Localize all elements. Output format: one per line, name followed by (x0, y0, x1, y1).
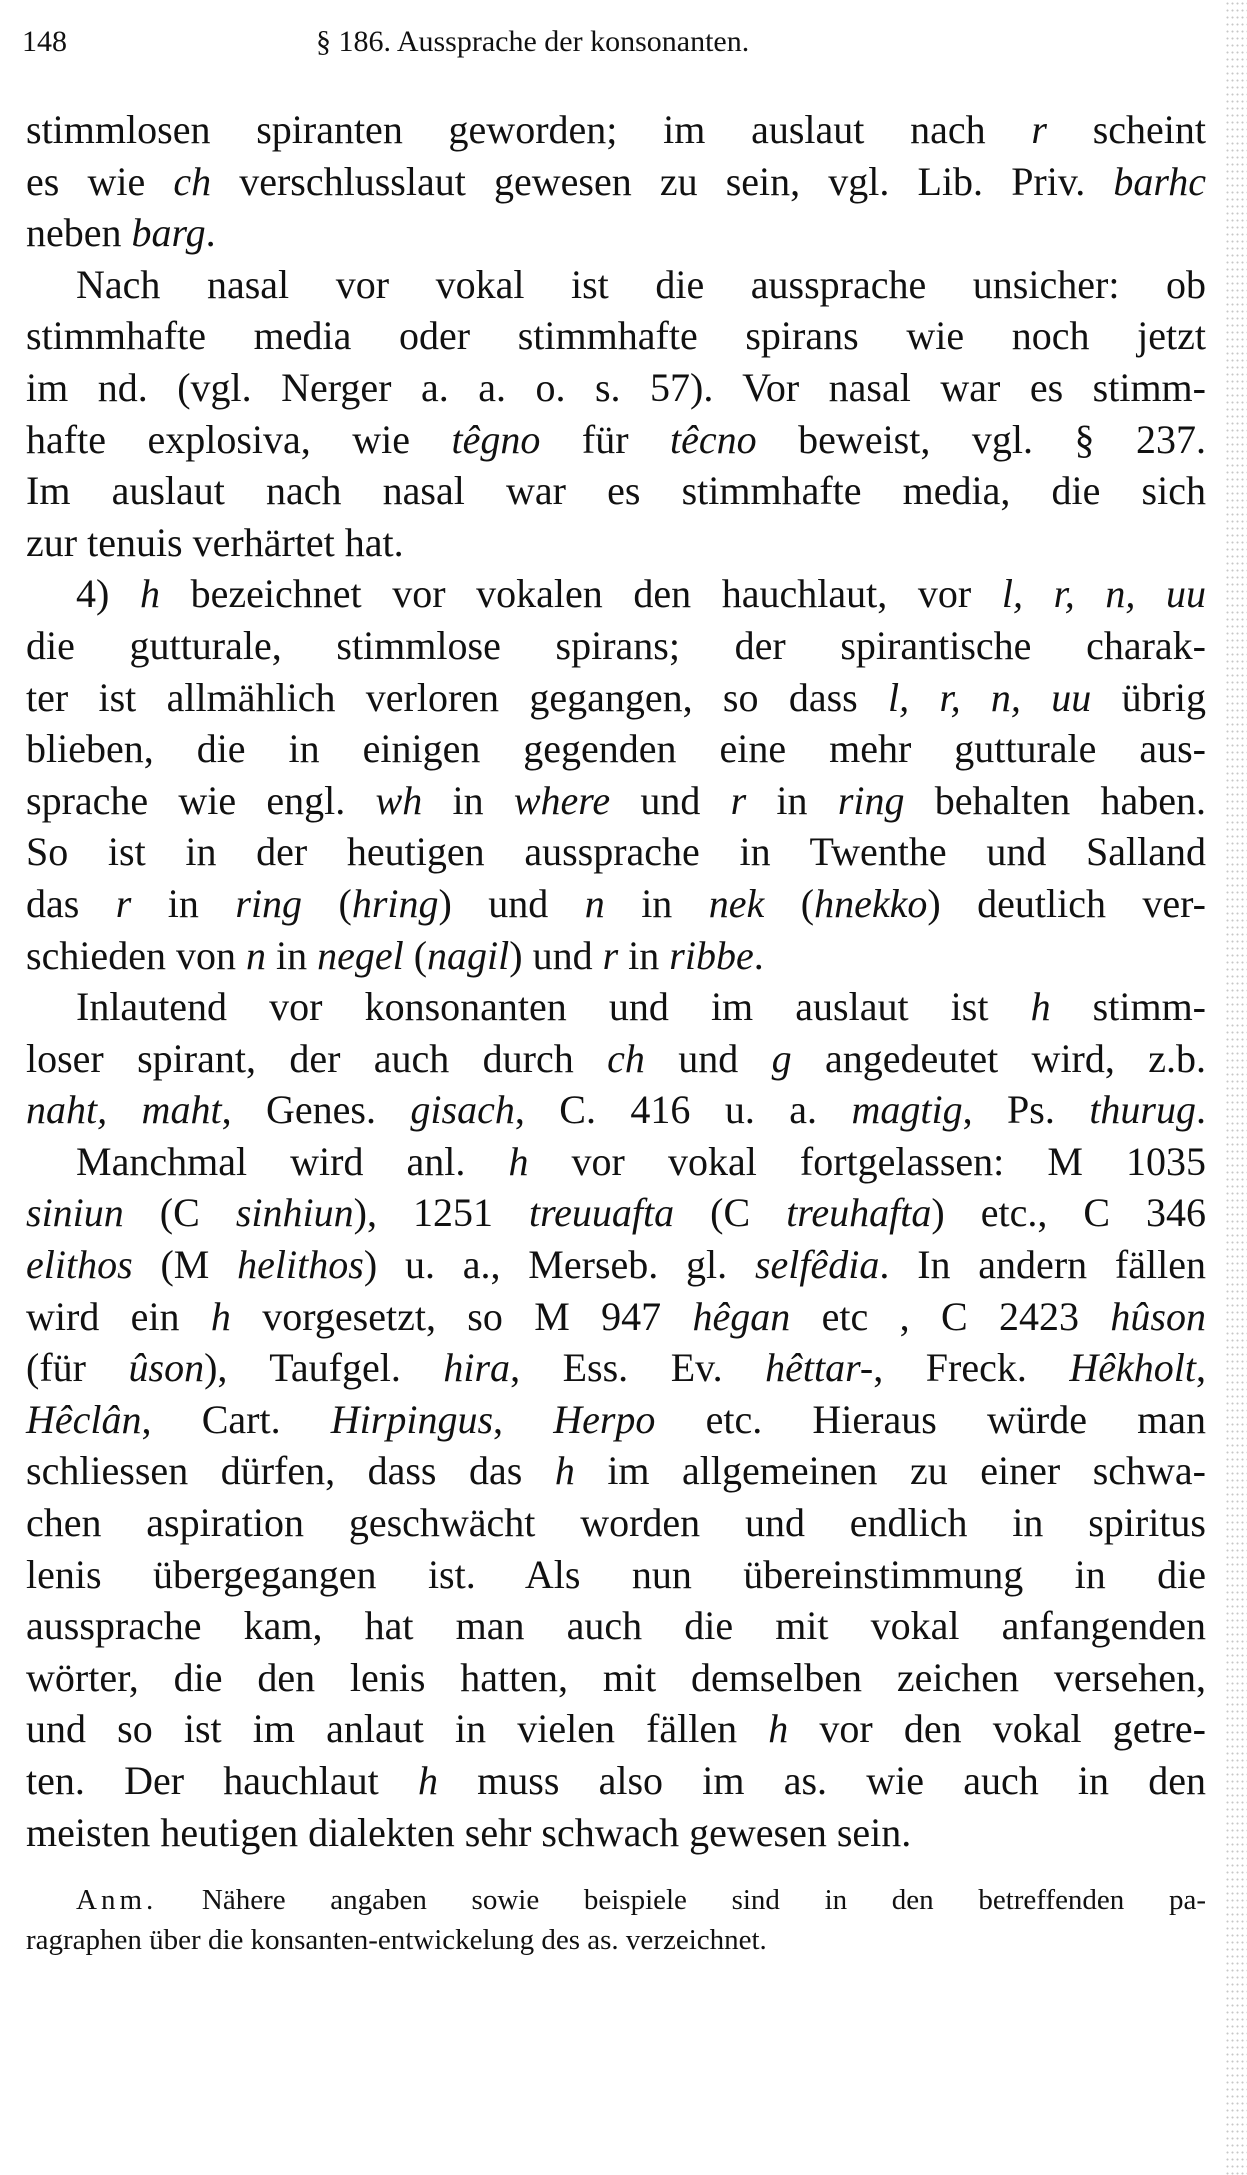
text-run: für (540, 416, 671, 462)
italic-term: h (554, 1448, 575, 1494)
italic-term: hûson (1110, 1293, 1206, 1339)
text-run: vor den vokal getre- (788, 1706, 1206, 1752)
text-run: ( (302, 880, 352, 926)
italic-term: gisach (410, 1087, 515, 1133)
text-run: Manchmal wird anl. (76, 1138, 509, 1184)
text-line (26, 1807, 1206, 1859)
text-line (26, 517, 1206, 569)
text-line (26, 1033, 1206, 1085)
text-run: im nd. (vgl. Nerger a. a. o. s. 57). Vor nasal war es stimm- (26, 364, 1206, 410)
text-run: etc , C 2423 (790, 1293, 1111, 1339)
italic-term: ch (173, 158, 212, 204)
text-run: (M (132, 1242, 238, 1288)
text-line (26, 930, 1206, 982)
text-line (26, 1342, 1206, 1394)
text-line (26, 1755, 1206, 1807)
text-run: schieden von (26, 932, 246, 978)
text-run: , Ps. (962, 1087, 1090, 1133)
text-run: in (422, 777, 514, 823)
italic-term: barhc (1113, 158, 1207, 204)
italic-term: Hêkholt (1069, 1345, 1196, 1391)
text-line (26, 878, 1206, 930)
text-run: übrig (1091, 674, 1207, 720)
text-run: , Freck. (873, 1345, 1070, 1391)
italic-term: hêgan (692, 1293, 791, 1339)
italic-term: hring (351, 880, 439, 926)
text-run: bezeichnet vor vokalen den hauchlaut, vor (159, 571, 1002, 617)
note-label: Anm. (76, 1884, 158, 1916)
italic-term: wh (375, 777, 423, 823)
italic-term: nagil (427, 932, 510, 978)
annotation-note (26, 1880, 1206, 1960)
italic-term: ribbe (669, 932, 754, 978)
italic-term: ch (607, 1035, 645, 1081)
text-run: wörter, die den lenis hatten, mit demselben zeichen versehen, (26, 1654, 1206, 1700)
text-run: angedeutet wird, z.b. (791, 1035, 1206, 1081)
text-line (26, 1291, 1206, 1343)
italic-term: hnekko (814, 880, 928, 926)
running-head (22, 22, 1222, 62)
text-run: etc. Hieraus würde man (655, 1396, 1207, 1442)
text-line (26, 1394, 1206, 1446)
text-run: , (493, 1396, 554, 1442)
italic-term: Herpo (553, 1396, 656, 1442)
text-line (26, 1549, 1206, 1601)
text-run: . (753, 932, 764, 978)
text-run: schliessen dürfen, dass das (26, 1448, 555, 1494)
text-run: aussprache kam, hat man auch die mit vokal anfangenden (26, 1603, 1206, 1649)
text-run: ) und (509, 932, 603, 978)
text-run: und (644, 1035, 772, 1081)
text-run: , C. 416 u. a. (514, 1087, 852, 1133)
text-run: hafte explosiva, wie (26, 416, 452, 462)
text-run: , Genes. (221, 1087, 411, 1133)
text-run: , Ess. Ev. (510, 1345, 766, 1391)
italic-term: hêttar- (765, 1345, 874, 1391)
italic-term: h (139, 571, 160, 617)
text-line (26, 723, 1206, 775)
italic-term: nek (708, 880, 765, 926)
text-run: ) deutlich ver- (927, 880, 1206, 926)
text-run: stimmlosen spiranten geworden; im auslaut nach (26, 107, 1032, 152)
note-text-1: Nähere angaben sowie beispiele sind in den betreffenden pa- (157, 1884, 1206, 1916)
italic-term: r (602, 932, 619, 978)
italic-term: têgno (451, 416, 541, 462)
text-run: 4) (76, 571, 140, 617)
italic-term: h (1030, 984, 1051, 1030)
text-line (26, 826, 1206, 878)
text-run: ), 1251 (353, 1190, 529, 1236)
italic-term: r (730, 777, 747, 823)
italic-term: Hêclân (26, 1396, 142, 1442)
scan-edge-noise (1225, 0, 1247, 2175)
italic-term: naht, maht (26, 1087, 222, 1133)
text-run: (C (674, 1190, 787, 1236)
note-text-2: ragraphen über die konsanten-entwickelung des as. verzeichnet. (26, 1924, 767, 1956)
text-line (26, 465, 1206, 517)
italic-term: siniun (26, 1190, 124, 1236)
italic-term: têcno (670, 416, 757, 462)
page-number: 148 (22, 25, 67, 58)
text-run: Nach nasal vor vokal ist die aussprache unsicher: ob (76, 261, 1206, 307)
text-run: ) und (438, 880, 585, 926)
text-line (26, 259, 1206, 311)
text-run: neben (26, 210, 132, 256)
text-run: Im auslaut nach nasal war es stimmhafte media, die sich (26, 468, 1206, 514)
text-run: im allgemeinen zu einer schwa- (574, 1448, 1207, 1494)
text-run: in (618, 932, 670, 978)
text-run: in (746, 777, 838, 823)
text-run: die gutturale, stimmlose spirans; der spirantische charak- (26, 622, 1206, 668)
italic-term: Hirpingus (330, 1396, 494, 1442)
text-line (26, 1239, 1206, 1291)
body-text (26, 104, 1206, 1858)
text-run: So ist in der heutigen aussprache in Twenthe und Salland (26, 829, 1206, 875)
text-run: ) etc., C 346 (931, 1190, 1207, 1236)
text-line (26, 981, 1206, 1033)
text-line (26, 1445, 1206, 1497)
italic-term: n (584, 880, 605, 926)
text-run: loser spirant, der auch durch (26, 1035, 608, 1081)
text-run: ), Taufgel. (204, 1345, 444, 1391)
text-run: beweist, vgl. § 237. (756, 416, 1206, 462)
text-run: und (610, 777, 731, 823)
text-line (26, 568, 1206, 620)
text-run: , (1196, 1345, 1206, 1391)
italic-term: g (771, 1035, 792, 1081)
text-run: in (131, 880, 236, 926)
text-line (26, 1084, 1206, 1136)
text-line (26, 362, 1206, 414)
italic-term: selfêdia (754, 1242, 880, 1288)
italic-term: sinhiun (235, 1190, 354, 1236)
text-run: . In andern fällen (879, 1242, 1206, 1288)
note-line (26, 1880, 1206, 1920)
text-run: lenis übergegangen ist. Als nun übereinstimmung in die (26, 1551, 1206, 1597)
text-run: ten. Der hauchlaut (26, 1758, 418, 1803)
italic-term: ring (235, 880, 303, 926)
italic-term: negel (317, 932, 404, 978)
text-line (26, 414, 1206, 466)
italic-term: h (417, 1758, 438, 1803)
text-run: stimmhafte media oder stimmhafte spirans wie noch jetzt (26, 313, 1206, 359)
italic-term: ring (837, 777, 905, 823)
italic-term: r (115, 880, 132, 926)
italic-term: ûson (128, 1345, 205, 1391)
text-run: das (26, 880, 116, 926)
text-run: zur tenuis verhärtet hat. (26, 519, 404, 565)
italic-term: treuhafta (786, 1190, 932, 1236)
italic-term: h (768, 1706, 789, 1752)
text-run: es wie (26, 158, 174, 204)
text-run: stimm- (1050, 984, 1206, 1030)
italic-term: h (210, 1293, 231, 1339)
text-run: ter ist allmählich verloren gegangen, so dass (26, 674, 889, 720)
section-title: § 186. Aussprache der konsonanten. (316, 25, 750, 58)
text-line (26, 1187, 1206, 1239)
text-line (26, 1497, 1206, 1549)
italic-term: helithos (237, 1242, 364, 1288)
text-line (26, 156, 1206, 208)
text-run: ) u. a., Merseb. gl. (363, 1242, 755, 1288)
text-run: in (604, 880, 709, 926)
text-run: behalten haben. (904, 777, 1206, 823)
text-run: . (1196, 1087, 1206, 1133)
text-line (26, 310, 1206, 362)
italic-term: barg (131, 210, 206, 256)
italic-term: hira (443, 1345, 511, 1391)
text-line (26, 672, 1206, 724)
text-run: . (205, 210, 216, 256)
text-run: (für (26, 1345, 129, 1391)
text-run: verschlusslaut gewesen zu sein, vgl. Lib. Priv. (211, 158, 1114, 204)
text-run: scheint (1046, 107, 1206, 152)
text-line (26, 104, 1206, 156)
text-line (26, 775, 1206, 827)
italic-term: treuuafta (528, 1190, 675, 1236)
text-run: wird ein (26, 1293, 211, 1339)
text-run: (C (123, 1190, 236, 1236)
text-line (26, 1703, 1206, 1755)
text-run: sprache wie engl. (26, 777, 376, 823)
text-line (26, 1600, 1206, 1652)
italic-term: r (1031, 107, 1047, 152)
italic-term: thurug (1089, 1087, 1196, 1133)
text-run: chen aspiration geschwächt worden und endlich in spiritus (26, 1500, 1206, 1546)
italic-term: where (513, 777, 611, 823)
text-run: vor vokal fortgelassen: M 1035 (528, 1138, 1206, 1184)
text-run: ( (403, 932, 428, 978)
text-line (26, 1136, 1206, 1188)
italic-term: magtig (851, 1087, 963, 1133)
text-run: Inlautend vor konsonanten und im auslaut ist (76, 984, 1031, 1030)
text-run: blieben, die in einigen gegenden eine mehr gutturale aus- (26, 726, 1206, 772)
text-run: vorgesetzt, so M 947 (230, 1293, 693, 1339)
italic-term: l, r, n, uu (888, 674, 1092, 720)
text-line (26, 207, 1206, 259)
italic-term: elithos (26, 1242, 133, 1288)
note-line (26, 1920, 1206, 1960)
text-run: , Cart. (141, 1396, 331, 1442)
text-line (26, 620, 1206, 672)
text-run: ( (764, 880, 815, 926)
italic-term: n (245, 932, 266, 978)
text-run: muss also im as. wie auch in den (437, 1758, 1206, 1803)
italic-term: h (508, 1138, 529, 1184)
text-line (26, 1652, 1206, 1704)
text-run: meisten heutigen dialekten sehr schwach gewesen sein. (26, 1809, 912, 1855)
text-run: in (265, 932, 318, 978)
italic-term: l, r, n, uu (1001, 571, 1206, 617)
text-run: und so ist im anlaut in vielen fällen (26, 1706, 769, 1752)
